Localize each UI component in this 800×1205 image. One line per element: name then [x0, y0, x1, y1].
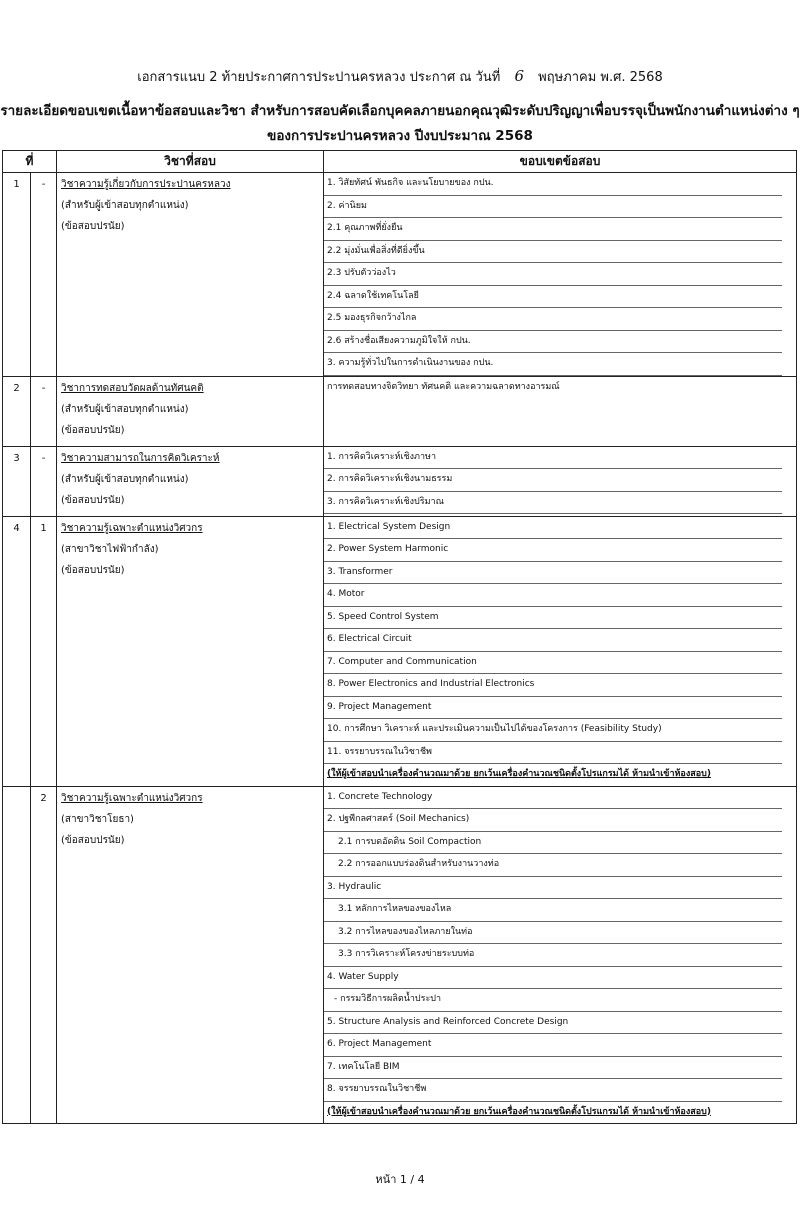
scope-item: 2. ปฐพีกลศาสตร์ (Soil Mechanics) — [324, 809, 782, 832]
scope-cell — [324, 173, 797, 377]
row-number: 1 — [3, 173, 31, 377]
scope-item: 2.2 มุ่งมั่นเพื่อสิ่งที่ดียิ่งขึ้น — [324, 241, 782, 264]
scope-item: 7. Computer and Communication — [324, 652, 782, 675]
subject-name: วิชาความสามารถในการคิดวิเคราะห์ — [61, 452, 220, 464]
scope-item: 9. Project Management — [324, 697, 782, 720]
row-sub-number: - — [31, 173, 57, 377]
scope-item: 1. Concrete Technology — [324, 787, 782, 810]
row-number: 2 — [3, 376, 31, 446]
subject-name: วิชาความรู้เฉพาะตำแหน่งวิศวกร — [61, 792, 203, 804]
scope-item: 4. Motor — [324, 584, 782, 607]
exam-scope-table — [2, 150, 797, 1124]
subject-cell — [57, 376, 324, 446]
subject-name: วิชาความรู้เกี่ยวกับการประปานครหลวง — [61, 179, 231, 190]
scope-item: 8. Power Electronics and Industrial Electronics — [324, 674, 782, 697]
subject-who: (สำหรับผู้เข้าสอบทุกตำแหน่ง) — [61, 200, 189, 211]
scope-item: 2. Power System Harmonic — [324, 539, 782, 562]
scope-item: 1. การคิดวิเคราะห์เชิงภาษา — [324, 447, 782, 470]
subject-name: วิชาความรู้เฉพาะตำแหน่งวิศวกร — [61, 522, 203, 534]
page-number: หน้า 1 / 4 — [375, 1173, 425, 1186]
subject-cell — [57, 516, 324, 786]
scope-item: 7. เทคโนโลยี BIM — [324, 1057, 782, 1080]
header-prefix: เอกสารแนบ 2 ท้ายประกาศการประปานครหลวง ประกาศ ณ วันที่ — [137, 70, 501, 85]
scope-item: 8. จรรยาบรรณในวิชาชีพ — [324, 1079, 782, 1102]
row-sub-number: 1 — [31, 516, 57, 786]
scope-item: 4. Water Supply — [324, 967, 782, 990]
document-title — [0, 99, 800, 149]
subject-kind: (ข้อสอบปรนัย) — [61, 494, 125, 506]
row-number: 4 — [3, 516, 31, 786]
subject-who: (สาขาวิชาโยธา) — [61, 813, 134, 825]
document-header — [0, 66, 800, 87]
scope-item: 2.3 ปรับตัวว่องไว — [324, 263, 782, 286]
table-row — [3, 516, 797, 786]
subject-kind: (ข้อสอบปรนัย) — [61, 424, 125, 436]
subject-cell — [57, 173, 324, 377]
header-day: 6 — [514, 67, 524, 85]
scope-cell — [324, 376, 797, 446]
scope-cell — [324, 786, 797, 1124]
scope-item: 3. การคิดวิเคราะห์เชิงปริมาณ — [324, 492, 782, 515]
scope-item: 3. Transformer — [324, 562, 782, 585]
scope-item — [324, 398, 782, 420]
subject-cell — [57, 786, 324, 1124]
scope-item: 3. ความรู้ทั่วไปในการดำเนินงานของ กปน. — [324, 353, 782, 376]
subject-kind: (ข้อสอบปรนัย) — [61, 221, 125, 232]
scope-item: 2.4 ฉลาดใช้เทคโนโลยี — [324, 286, 782, 309]
scope-item: 6. Project Management — [324, 1034, 782, 1057]
subject-cell — [57, 446, 324, 516]
table-row — [3, 786, 797, 1124]
subject-who: (สำหรับผู้เข้าสอบทุกตำแหน่ง) — [61, 403, 189, 415]
scope-cell — [324, 446, 797, 516]
table-header-row — [3, 151, 797, 173]
header-subject: วิชาที่สอบ — [57, 151, 324, 173]
calculator-note: (ให้ผู้เข้าสอบนำเครื่องคำนวณมาด้วย ยกเว้นเครื่องคำนวณชนิดตั้งโปรแกรมได้ ห้ามนำเข้าห้องสอบ) — [327, 1106, 711, 1117]
row-sub-number: - — [31, 446, 57, 516]
scope-item: 5. Speed Control System — [324, 607, 782, 630]
header-scope: ขอบเขตข้อสอบ — [324, 151, 797, 173]
subject-name: วิชาการทดสอบวัดผลด้านทัศนคติ — [61, 382, 204, 394]
row-sub-number: 2 — [31, 786, 57, 1124]
scope-item: 1. วิสัยทัศน์ พันธกิจ และนโยบายของ กปน. — [324, 173, 782, 196]
scope-cell — [324, 516, 797, 786]
scope-item: 2.6 สร้างชื่อเสียงความภูมิใจให้ กปน. — [324, 331, 782, 354]
scope-item: 1. Electrical System Design — [324, 517, 782, 540]
scope-item: 10. การศึกษา วิเคราะห์ และประเมินความเป็นไปได้ของโครงการ (Feasibility Study) — [324, 719, 782, 742]
subject-who: (สาขาวิชาไฟฟ้ากำลัง) — [61, 543, 159, 555]
scope-item: 2.1 การบดอัดดิน Soil Compaction — [324, 832, 782, 855]
table-row — [3, 173, 797, 377]
scope-item: 3.1 หลักการไหลของของไหล — [324, 899, 782, 922]
scope-item: การทดสอบทางจิตวิทยา ทัศนคติ และความฉลาดทางอารมณ์ — [327, 381, 560, 392]
scope-item: - กรรมวิธีการผลิตน้ำประปา — [324, 989, 782, 1012]
table-row — [3, 446, 797, 516]
calculator-note: (ให้ผู้เข้าสอบนำเครื่องคำนวณมาด้วย ยกเว้นเครื่องคำนวณชนิดตั้งโปรแกรมได้ ห้ามนำเข้าห้องสอบ) — [327, 769, 711, 779]
header-date: พฤษภาคม พ.ศ. 2568 — [538, 70, 663, 85]
subject-kind: (ข้อสอบปรนัย) — [61, 564, 125, 576]
table-row — [3, 376, 797, 446]
scope-item: 2. การคิดวิเคราะห์เชิงนามธรรม — [324, 469, 782, 492]
scope-item: 3.3 การวิเคราะห์โครงข่ายระบบท่อ — [324, 944, 782, 967]
scope-item: 2.1 คุณภาพที่ยั่งยืน — [324, 218, 782, 241]
scope-item: 3. Hydraulic — [324, 877, 782, 900]
row-number: 3 — [3, 446, 31, 516]
subject-who: (สำหรับผู้เข้าสอบทุกตำแหน่ง) — [61, 473, 189, 485]
scope-item: 2.5 มองธุรกิจกว้างไกล — [324, 308, 782, 331]
row-number — [3, 786, 31, 1124]
scope-item: 6. Electrical Circuit — [324, 629, 782, 652]
scope-item: 11. จรรยาบรรณในวิชาชีพ — [324, 742, 782, 765]
scope-item: 3.2 การไหลของของไหลภายในท่อ — [324, 922, 782, 945]
title-line-1: รายละเอียดขอบเขตเนื้อหาข้อสอบและวิชา สำหรับการสอบคัดเลือกบุคคลภายนอกคุณวุฒิระดับปริญญาเพื่อบรรจุเป็นพนักงานตำแหน่งต่าง ๆ — [0, 103, 800, 119]
header-no: ที่ — [3, 151, 57, 173]
scope-item: 2.2 การออกแบบร่องดินสำหรับงานวางท่อ — [324, 854, 782, 877]
subject-kind: (ข้อสอบปรนัย) — [61, 834, 125, 846]
scope-item: 5. Structure Analysis and Reinforced Concrete Design — [324, 1012, 782, 1035]
scope-item: 2. ค่านิยม — [324, 196, 782, 219]
title-line-2: ของการประปานครหลวง ปีงบประมาณ 2568 — [267, 128, 533, 144]
scope-item — [324, 420, 782, 442]
row-sub-number: - — [31, 376, 57, 446]
